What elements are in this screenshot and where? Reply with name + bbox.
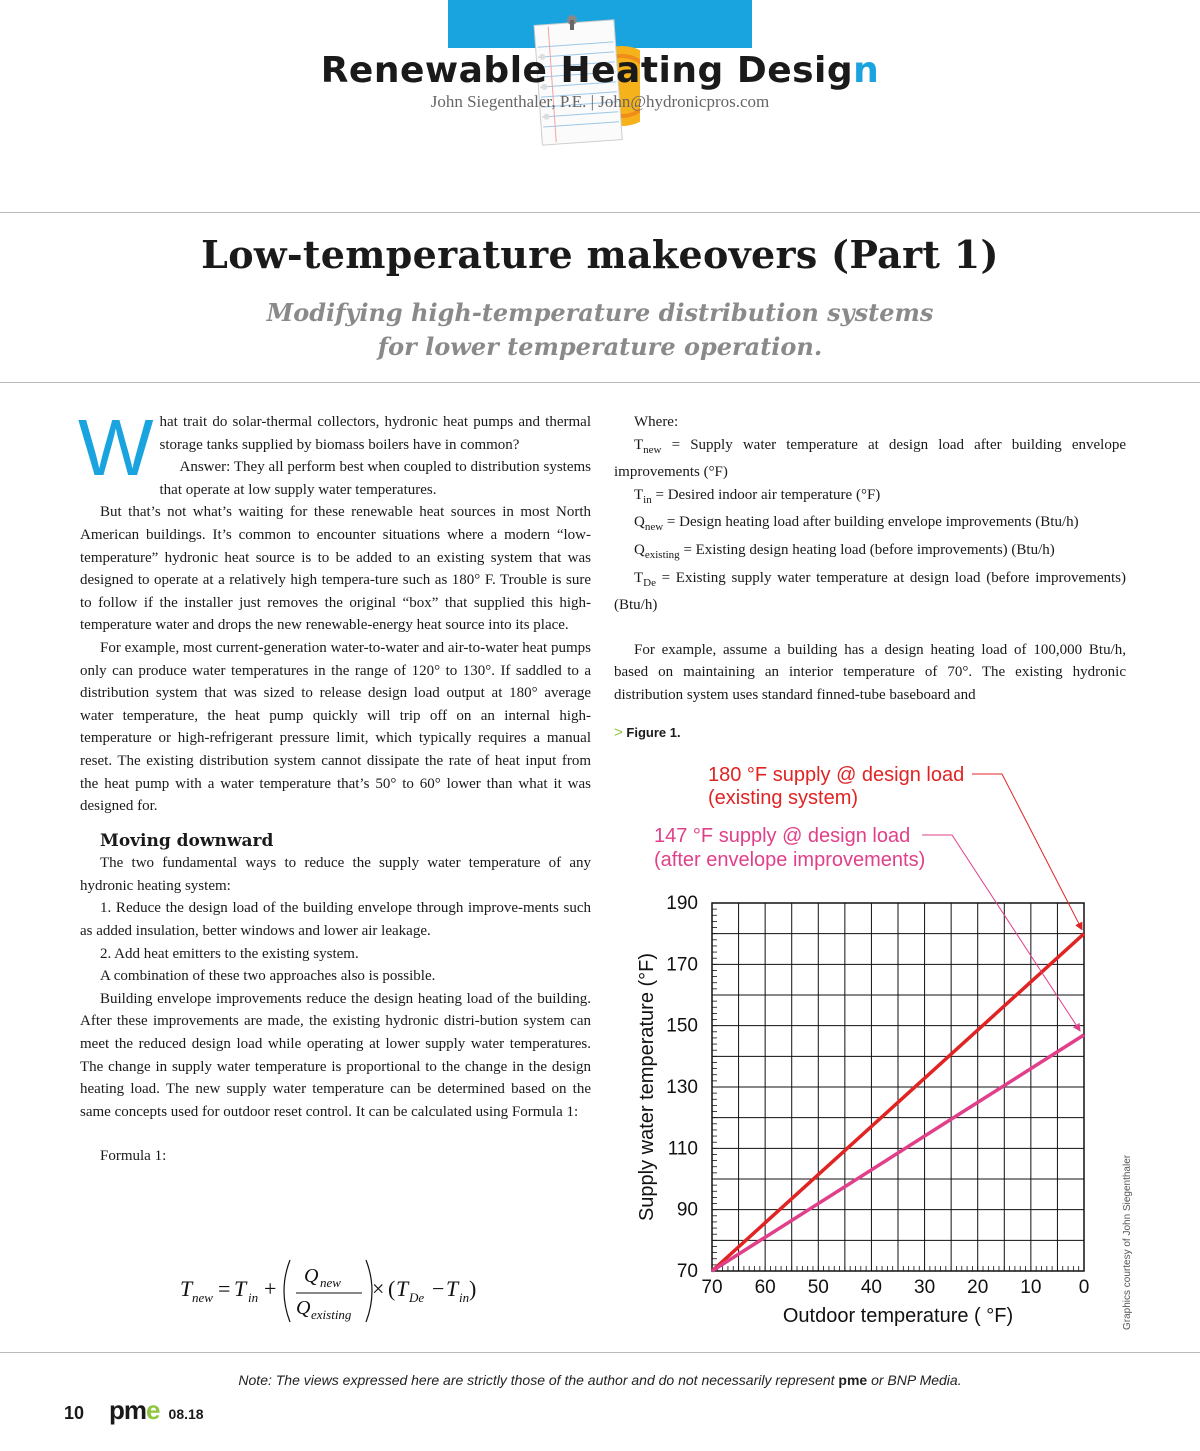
paragraph: 2. Add heat emitters to the existing system.: [100, 945, 359, 962]
svg-text:new: new: [192, 1290, 213, 1305]
author-byline: John Siegenthaler, P.E. | John@hydronicpros.com: [430, 92, 770, 111]
paragraph: The two fundamental ways to reduce the supply water temperature of any hydronic heating system:: [80, 855, 591, 894]
article-subtitle: Modifying high-temperature distribution systems for lower temperature operation.: [266, 298, 934, 361]
svg-text:T: T: [180, 1276, 193, 1301]
svg-text:(: (: [388, 1276, 396, 1301]
svg-text:T: T: [396, 1276, 409, 1301]
chart-annotations: [654, 764, 1082, 1031]
y-tick-label: 70: [676, 1261, 698, 1282]
x-tick-label: 0: [1078, 1277, 1090, 1298]
right-column: [614, 411, 1126, 707]
x-tick-label: 20: [967, 1277, 989, 1298]
y-tick-label: 170: [666, 954, 698, 976]
paragraph: 1. Reduce the design load of the building envelope through improve-ments such as added insulation, better windows and lower air leakage.: [80, 900, 591, 940]
formula-label: Formula 1:: [100, 1148, 167, 1165]
y-tick-label: 130: [666, 1077, 698, 1098]
definition: $T_{in}$ = Desired indoor air temperature (°F): [634, 486, 881, 506]
svg-text:De: De: [409, 1290, 425, 1305]
definition: $Q_{existing}$ = Existing design heating load (before improvements) (Btu/h): [634, 541, 1055, 561]
svg-text:−: −: [432, 1276, 445, 1301]
article-title: Low-temperature makeovers (Part 1): [201, 232, 999, 277]
svg-text:in: in: [459, 1290, 470, 1305]
paragraph: For example, most current-generation water-to-water and air-to-water heat pumps only can produce water temperatures in the range of 120° to 130°. If saddled to a distribution system that was sized to release design load output at 180° average water temperature, the heat pump quickly will trip off on an internal high-temperature or high-refrigerant pressure limit, which typically requires a manual reset. The existing distribution system cannot dissipate the rate of heat input from the heat pump with a water temperature that’s 50° to 60° lower than what it was designed for.: [80, 639, 591, 815]
svg-text:+: +: [264, 1276, 277, 1301]
x-tick-label: 30: [914, 1277, 936, 1298]
formula-1: [178, 1256, 538, 1326]
y-tick-label: 150: [666, 1015, 698, 1037]
page-folio: [64, 1395, 204, 1426]
paragraph: Answer: They all perform best when coupled to distribution systems that operate at low supply water temperatures.: [159, 459, 591, 498]
y-tick-label: 190: [666, 893, 698, 914]
svg-text:Q: Q: [296, 1297, 311, 1319]
figure-label: > Figure 1.: [614, 724, 681, 741]
graphics-credit: Graphics courtesy of John Siegenthaler: [1122, 1154, 1133, 1330]
magazine-logo: pme: [109, 1395, 160, 1425]
paragraph: For example, assume a building has a design heating load of 100,000 Btu/h, based on maintaining an interior temperature of 70°. The existing hydronic distribution system uses standard finned-tube baseboard and: [614, 641, 1126, 703]
section-heading: Moving downward: [100, 830, 274, 851]
paragraph: A combination of these two approaches also is possible.: [100, 968, 436, 985]
column-title: Renewable Heating Design: [320, 50, 880, 91]
svg-text:in: in: [248, 1290, 259, 1305]
left-column: [78, 403, 591, 1168]
definition: $Q_{new}$ = Design heating load after building envelope improvements (Btu/h): [634, 514, 1079, 534]
annotation-label: (after envelope improvements): [654, 849, 926, 871]
annotation-label: (existing system): [708, 787, 859, 809]
svg-text:T: T: [446, 1276, 459, 1301]
paragraph: What trait do solar-thermal collectors, hydronic heat pumps and thermal storage tanks supplied by biomass boilers have in common?: [78, 403, 591, 492]
chart-grid: [712, 903, 1084, 1271]
definition: $T_{De}$ = Existing supply water temperature at design load (before improvements) (Btu/h): [614, 569, 1127, 614]
definition: $T_{new}$ = Supply water temperature at design load after building envelope improvements (°F): [614, 436, 1126, 481]
where-label: Where:: [634, 414, 679, 430]
figure-1-chart: [610, 748, 1110, 1338]
x-tick-label: 70: [701, 1277, 723, 1298]
paragraph: But that’s not what’s waiting for these renewable heat sources in most North American buildings. It’s common to encounter situations where a modern “low-temperature” hydronic heat source is to be added to an existing system that was designed to operate at a relatively high tempera-ture such as 180° F. Trouble is sure to follow if the installer just removes the original “box” that supplied this high-temperature water and drops the new renewable-energy heat source into its place.: [80, 504, 591, 634]
x-tick-label: 10: [1020, 1277, 1042, 1298]
x-axis-label: Outdoor temperature ( °F): [782, 1305, 1014, 1327]
annotation-arrow: [972, 774, 1082, 930]
x-tick-label: 40: [860, 1277, 882, 1298]
x-tick-label: 50: [807, 1277, 829, 1298]
svg-text:T: T: [234, 1276, 247, 1301]
svg-text:new: new: [320, 1275, 341, 1290]
disclaimer-note: Note: The views expressed here are strictly those of the author and do not necessarily represent pme or BNP Media.: [238, 1372, 962, 1388]
x-tick-labels: [701, 1277, 1089, 1298]
svg-text:×: ×: [372, 1276, 385, 1301]
svg-text:): ): [469, 1276, 477, 1301]
annotation-label: 147 °F supply @ design load: [654, 825, 911, 847]
y-tick-labels: [666, 893, 698, 1282]
y-tick-label: 90: [676, 1199, 698, 1221]
annotation-arrow: [922, 835, 1080, 1031]
svg-text:Q: Q: [304, 1265, 319, 1287]
divider: [0, 212, 1200, 213]
page-number: 10: [64, 1403, 85, 1423]
x-tick-label: 60: [754, 1277, 776, 1298]
drop-cap: W: [78, 403, 154, 492]
y-tick-label: 110: [667, 1138, 698, 1160]
issue-date: 08.18: [168, 1406, 204, 1422]
paragraph: Building envelope improvements reduce the design heating load of the building. After these improvements are made, the existing hydronic distri-bution system can meet the reduced design load while operating at lower supply water temperatures. The change in supply water temperature is proportional to the change in the design heating load. The new supply water temperature can be determined based on the same concepts used for outdoor reset control. It can be calculated using Formula 1:: [80, 990, 591, 1120]
svg-text:existing: existing: [311, 1307, 352, 1322]
annotation-label: 180 °F supply @ design load: [708, 764, 965, 786]
divider: [0, 382, 1200, 383]
divider: [0, 1352, 1200, 1353]
svg-text:=: =: [218, 1276, 231, 1301]
y-axis-label: Supply water temperature (°F): [636, 952, 658, 1222]
